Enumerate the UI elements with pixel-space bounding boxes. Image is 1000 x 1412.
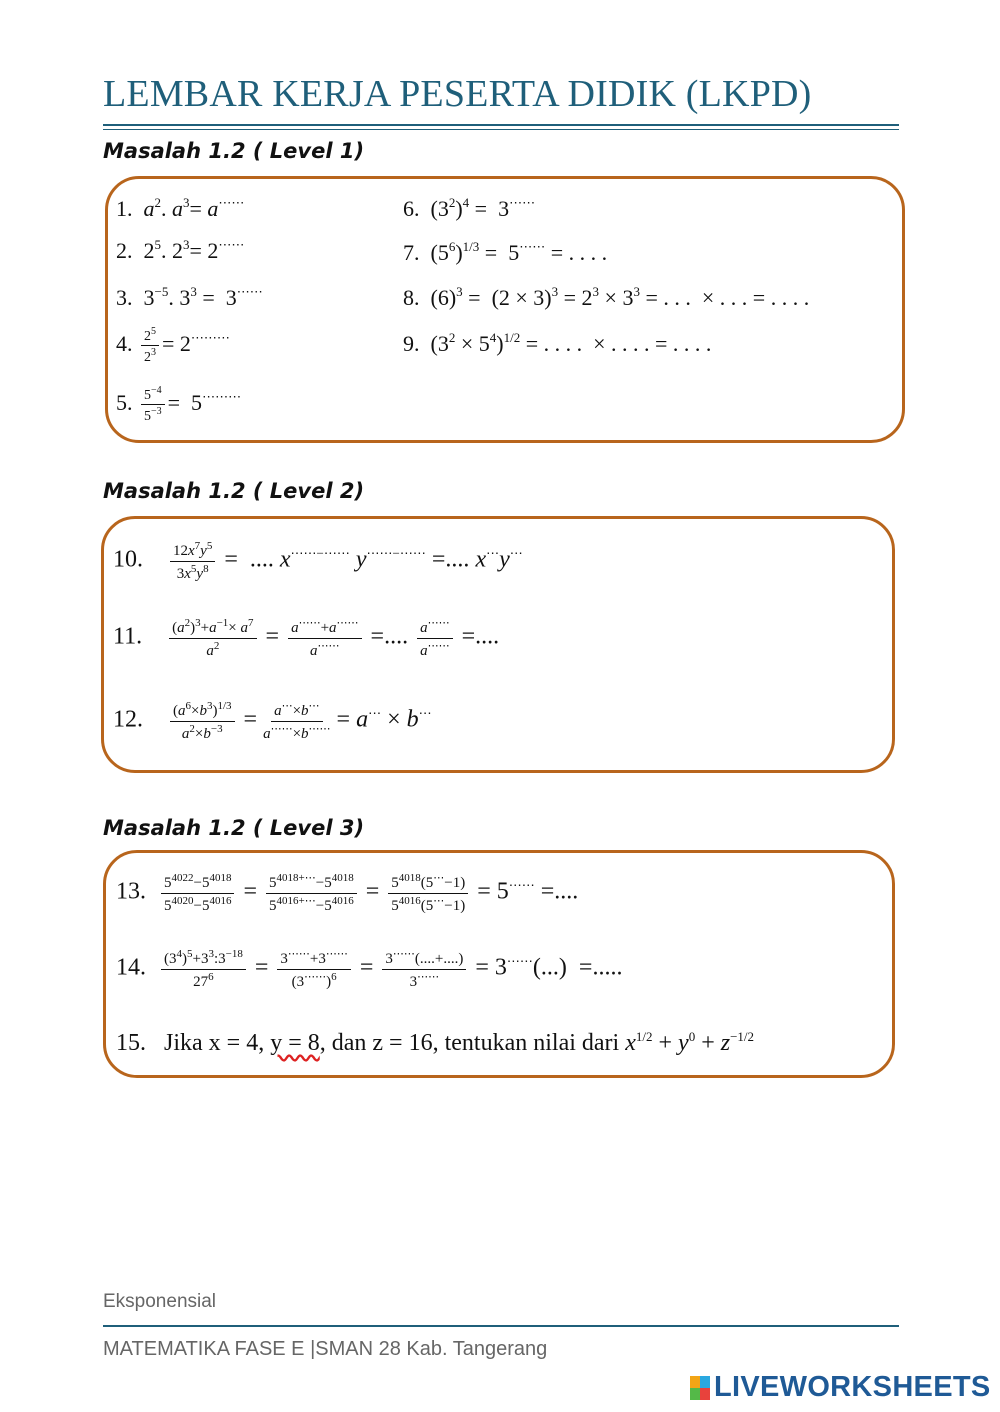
- problem-4: 4. $\frac{2^5}{2^3}$ = 2⋯⋯⋯: [116, 326, 230, 366]
- title-divider-thin: [103, 129, 899, 130]
- liveworksheets-logo: [690, 1371, 991, 1404]
- problem-6: 6. $(3^2)^4 = 3^{\cdots\cdots}$: [403, 195, 536, 221]
- problem-9: 9. $(3^2 \times 5^4)^{1/2}$ = . . . . × . . . . = . . . .: [403, 330, 712, 356]
- liveworksheets-logo-text: LIVEWORKSHEETS: [714, 1371, 991, 1403]
- footer-divider: [103, 1325, 899, 1327]
- problem-5: 5. $\frac{5^{-4}}{5^{-3}}$ = 5⋯⋯⋯: [116, 385, 242, 425]
- problem-11: 11. $\frac{(a^2)^3+a^{-1}\times a^7}{a^2}$ = $\frac{a^{\cdots\cdots}+a^{\cdots\cdots}}{a^{\cdots\cdots}}$ =.... $\frac{a^{\cdots\cdots}}{a^{\cdots\cdots}}$ =....: [113, 617, 500, 659]
- problem-12: 12. $\frac{(a^6\times b^3)^{1/3}}{a^2\times b^{-3}}$ = $\frac{a^\cdots\times b^\cdots}{a^{\cdots\cdots}\times b^{\cdots\cdots}}$ = a⋯ × b⋯: [113, 700, 432, 742]
- page-title: LEMBAR KERJA PESERTA DIDIK (LKPD): [103, 73, 812, 115]
- problem-8: 8. $(6)^3 = (2 \times 3)^3 = 2^3 \times 3^3$ = . . . × . . . = . . . .: [403, 284, 810, 310]
- problem-15: 15. Jika x = 4, y = 8, dan z = 16, tentukan nilai dari $x^{1/2} + y^0 + z^{-1/2}$: [116, 1029, 755, 1056]
- problem-10: 10. $\frac{12x^7y^5}{3x^5y^8}$ = .... x⋯⋯−⋯⋯ y⋯⋯−⋯⋯ =.... x⋯y⋯: [113, 540, 523, 582]
- level3-heading: Masalah 1.2 ( Level 3): [103, 816, 365, 840]
- title-divider: [103, 124, 899, 126]
- liveworksheets-logo-icon: [690, 1376, 710, 1400]
- problem-7: 7. $(5^6)^{1/3} = 5^{\cdots\cdots}$ = . . . .: [403, 239, 608, 265]
- problem-14: 14. $\frac{(3^4)^5+3^3:3^{-18}}{27^6}$ = $\frac{3^{\cdots\cdots}+3^{\cdots\cdots}}{(3^{\cdots\cdots})^6}$ = $\frac{3^{\cdots\cdots}(....+....)}{3^{\cdots\cdots}}$ = 3⋯⋯(...) =.....: [116, 948, 623, 990]
- problem-3: 3. $3^{-5}$. $3^3 = 3^{\cdots\cdots}$: [116, 284, 263, 310]
- problem-1: 1. $a^2$. $a^3= a^{\cdots\cdots}$: [116, 195, 245, 221]
- level2-heading: Masalah 1.2 ( Level 2): [103, 479, 365, 503]
- problem-13: 13. $\frac{5^{4022}-5^{4018}}{5^{4020}-5^{4016}}$ = $\frac{5^{4018+\cdots}-5^{4018}}{5^{4016+\cdots}-5^{4016}}$ = $\frac{5^{4018}(5^\cdots-1)}{5^{4016}(5^\cdots-1)}$ = 5⋯⋯ =....: [116, 872, 579, 914]
- footer-course: MATEMATIKA FASE E |SMAN 28 Kab. Tangerang: [103, 1338, 548, 1360]
- level1-heading: Masalah 1.2 ( Level 1): [103, 139, 365, 163]
- problem-2: 2. $2^5$. $2^3= 2^{\cdots\cdots}$: [116, 237, 245, 263]
- footer-topic: Eksponensial: [103, 1291, 217, 1312]
